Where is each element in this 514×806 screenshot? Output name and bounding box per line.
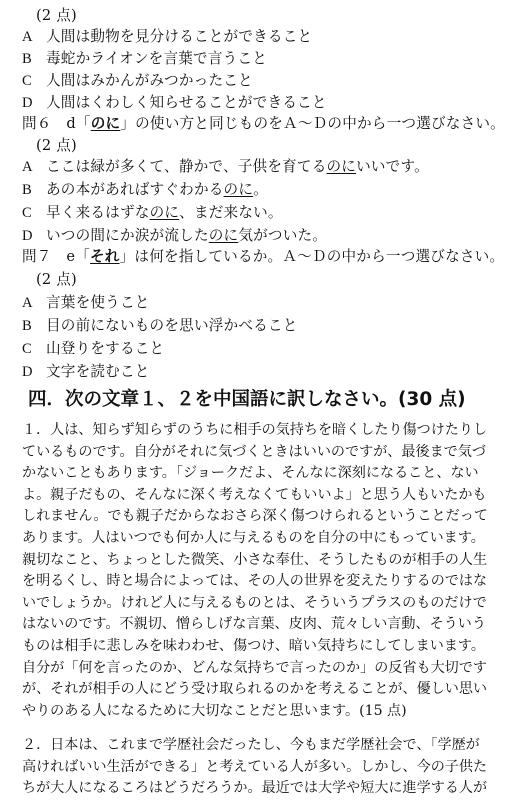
passage-line: しれません。でも親子だからなおさら深く傷つけられるということだって <box>22 508 488 525</box>
q7-option-b <box>22 316 298 336</box>
passage-line: よ。親子だもの、そんなに深く考えなくてもいいよ」と思う人もいたかも <box>22 486 487 503</box>
option-text: 人間はみかんがみつかったこと <box>46 72 253 89</box>
option-text-pre: 早く来るはずな <box>46 204 150 221</box>
passage-line: やりのある人になるために大切なことだと思います。(15 点) <box>22 702 407 719</box>
option-text: 言葉を使うこと <box>46 294 150 311</box>
option-text: 文字を読むこと <box>46 363 150 380</box>
option-letter: A <box>22 29 33 45</box>
q7-prompt-pre: 問７ e「 <box>22 248 91 265</box>
passage-line: かないこともあります。「ジョークだよ、そんなに深刻になること、ない <box>22 465 479 482</box>
q7-points: (2 点) <box>36 271 77 288</box>
q7-option-d <box>22 362 150 382</box>
passage-line: あります。人はいつでも何か人に与えるものを自分の中にもっています。 <box>22 529 485 546</box>
q7-keyword: それ <box>90 248 120 265</box>
passage-line: 高ければいい生活ができる」と考えている人が多い。しかし、今の子供た <box>22 758 488 775</box>
q5-option-d <box>22 93 327 113</box>
option-text-pre: ここは緑が多くて、静かで、子供を育てる <box>46 158 327 175</box>
q6-prompt <box>22 114 505 134</box>
q5-option-b <box>22 49 267 69</box>
q6-prompt-pre: 問６ d「 <box>22 115 91 132</box>
q6-prompt-post: 」の使い方と同じものをＡ～Ｄの中から一つ選びなさい。 <box>120 115 505 132</box>
option-letter: D <box>22 228 33 244</box>
q7-prompt-post: 」は何を指しているか。Ａ～Ｄの中から一つ選びなさい。 <box>119 248 505 265</box>
option-text-pre: あの本があればすぐわかる <box>46 181 224 198</box>
passage-line: が、それが相手の人にどう受け取られるのかを考えることが、優しい思い <box>22 681 488 698</box>
q5-option-a <box>22 27 312 47</box>
passage-line: いでしょうか。けれど人に与えるものとは、そういうプラスのものだけで <box>22 594 487 611</box>
option-text-pre: いつの間にか涙が流した <box>46 227 209 244</box>
option-text-post: いいです。 <box>356 158 429 175</box>
option-text: 山登りをすること <box>46 340 165 357</box>
option-text: 人間は動物を見分けることができること <box>46 28 313 45</box>
passage-line: はないのです。不親切、憎らしげな言葉、皮肉、荒々しい言動、そういう <box>22 616 486 633</box>
passage-line: ２．日本は、これまで学歴社会だったし、今もまだ学歴社会で、「学歴が <box>22 737 480 753</box>
option-letter: D <box>22 95 33 111</box>
option-text-post: 気がついた。 <box>238 227 328 244</box>
q6-option-d <box>22 226 327 246</box>
option-underlined: のに <box>223 181 254 198</box>
option-letter: A <box>22 159 33 175</box>
option-text: 人間はくわしく知らせることができること <box>46 94 327 111</box>
q6-points: (2 点) <box>36 137 77 154</box>
passage-line: ちが大人になるころはどうだろうか。最近では大学や短大に進学する人が <box>22 780 488 797</box>
option-underlined: のに <box>208 227 239 244</box>
q7-option-a <box>22 293 150 313</box>
option-letter: B <box>22 318 32 334</box>
option-text-post: 、まだ来ない。 <box>179 204 283 221</box>
q6-option-c <box>22 203 283 223</box>
option-underlined: のに <box>326 158 357 175</box>
option-letter: B <box>22 182 32 198</box>
q5-points: (2 点) <box>36 7 77 24</box>
option-letter: C <box>22 73 32 89</box>
q6-keyword: のに <box>90 115 121 132</box>
passage-line: １．人は、知らず知らずのうちに相手の気持ちを暗くしたり傷つけたりし <box>22 422 488 438</box>
option-underlined: のに <box>149 204 180 221</box>
option-text: 目の前にないものを思い浮かべること <box>46 317 298 334</box>
option-letter: B <box>22 51 32 67</box>
q6-option-a <box>22 157 429 177</box>
q6-option-b <box>22 180 268 200</box>
passage-line: 自分が「何を言ったのか、どんな気持ちで言ったのか」の反省も大切です <box>22 659 487 676</box>
passage-line: ものは相手に悲しみを味わわせ、傷つけ、暗い気持ちにしてしまいます。 <box>22 637 485 654</box>
section-4-heading: 四．次の文章１、２を中国語に訳しなさい。(30 点) <box>28 389 466 410</box>
option-letter: C <box>22 205 32 221</box>
q7-option-c <box>22 339 164 359</box>
passage-line: ているものです。自分がそれに気づくときはいいのですが、最後まで気づ <box>22 443 486 460</box>
passage-1 <box>22 420 496 722</box>
option-letter: D <box>22 364 33 380</box>
q7-prompt <box>22 247 504 267</box>
passage-2 <box>22 735 496 800</box>
passage-line: 親切なこと、ちょっとした微笑、小さな奉仕、そうしたものが相手の人生 <box>22 551 488 568</box>
passage-line: を明るくし、時と場合によっては、その人の世界を変えたりするのではな <box>22 573 488 590</box>
q5-option-c <box>22 71 253 91</box>
option-letter: A <box>22 295 33 311</box>
option-letter: C <box>22 341 32 357</box>
option-text: 毒蛇かライオンを言葉で言うこと <box>46 50 268 67</box>
option-text-post: 。 <box>253 181 268 198</box>
